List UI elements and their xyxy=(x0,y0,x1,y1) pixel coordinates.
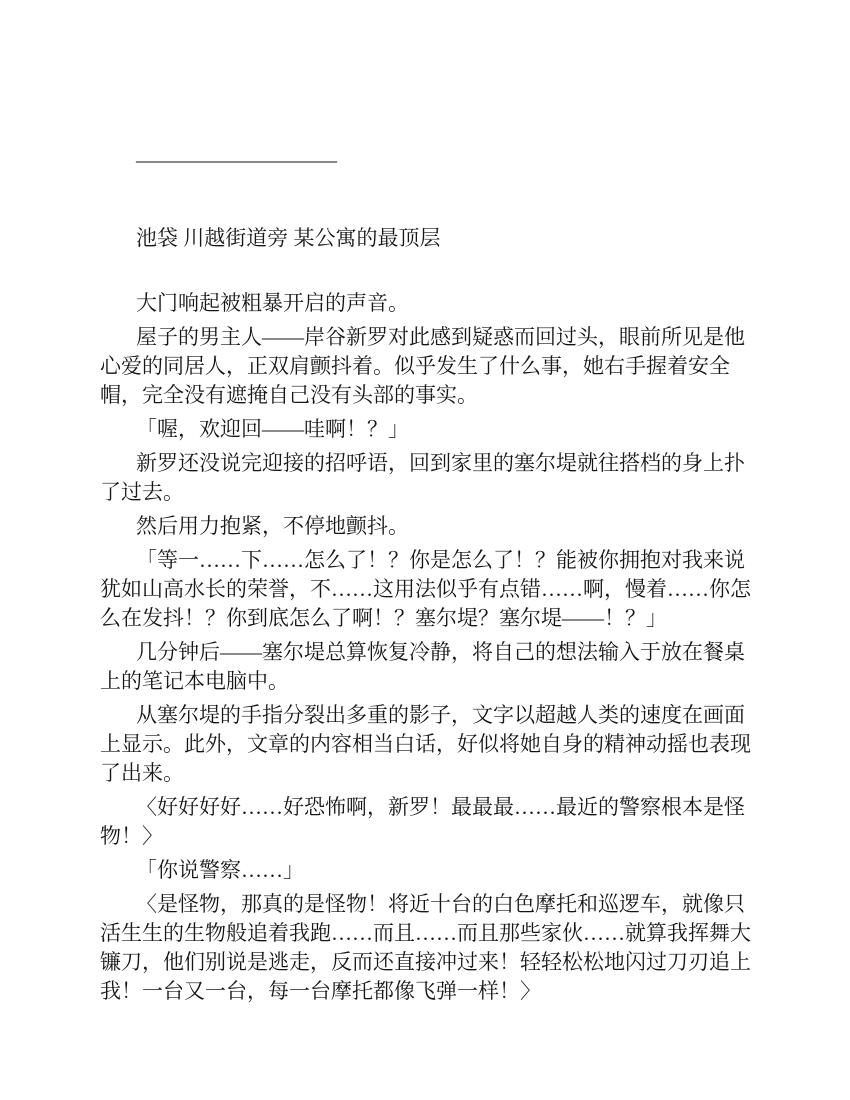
dialogue-paragraph: 「等一……下……怎么了！？你是怎么了！？能被你拥抱对我来说犹如山高水长的荣誉，不……这用法似乎有点错……啊，慢着……你怎么在发抖！？你到底怎么了啊！？塞尔堤？塞尔堤——！？」 xyxy=(100,548,751,630)
paragraph: 从塞尔堤的手指分裂出多重的影子，文字以超越人类的速度在画面上显示。此外，文章的内容相当白话，好似将她自身的精神动摇也表现了出来。 xyxy=(100,703,751,785)
paragraph: 新罗还没说完迎接的招呼语，回到家里的塞尔堤就往搭档的身上扑了过去。 xyxy=(100,451,745,504)
scene-heading: 池袋 川越街道旁 某公寓的最顶层 xyxy=(136,226,441,250)
paragraph: 大门响起被粗暴开启的声音。 xyxy=(136,291,409,315)
paragraph: 几分钟后——塞尔堤总算恢复冷静，将自己的想法输入于放在餐桌上的笔记本电脑中。 xyxy=(100,640,745,693)
scene-divider: —————————— xyxy=(136,148,336,172)
dialogue-paragraph: 「喔，欢迎回——哇啊！？」 xyxy=(136,417,409,441)
paragraph: 屋子的男主人——岸谷新罗对此感到疑惑而回过头，眼前所见是他心爱的同居人，正双肩颤抖着。似乎发生了什么事，她右手握着安全帽，完全没有遮掩自己没有头部的事实。 xyxy=(100,325,745,407)
typed-dialogue-paragraph: 〈是怪物，那真的是怪物！将近十台的白色摩托和巡逻车，就像只活生生的生物般追着我跑……而且……而且那些家伙……就算我挥舞大镰刀，他们别说是逃走，反而还直接冲过来！轻轻松松地闪过刀刃追上我！一台又一台，每一台摩托都像飞弹一样！〉 xyxy=(100,892,751,1003)
typed-dialogue-paragraph: 〈好好好好……好恐怖啊，新罗！最最最……最近的警察根本是怪物！〉 xyxy=(100,795,745,848)
paragraph: 然后用力抱紧，不停地颤抖。 xyxy=(136,514,409,538)
body-text xyxy=(100,289,752,1006)
dialogue-paragraph: 「你说警察……」 xyxy=(136,858,304,882)
